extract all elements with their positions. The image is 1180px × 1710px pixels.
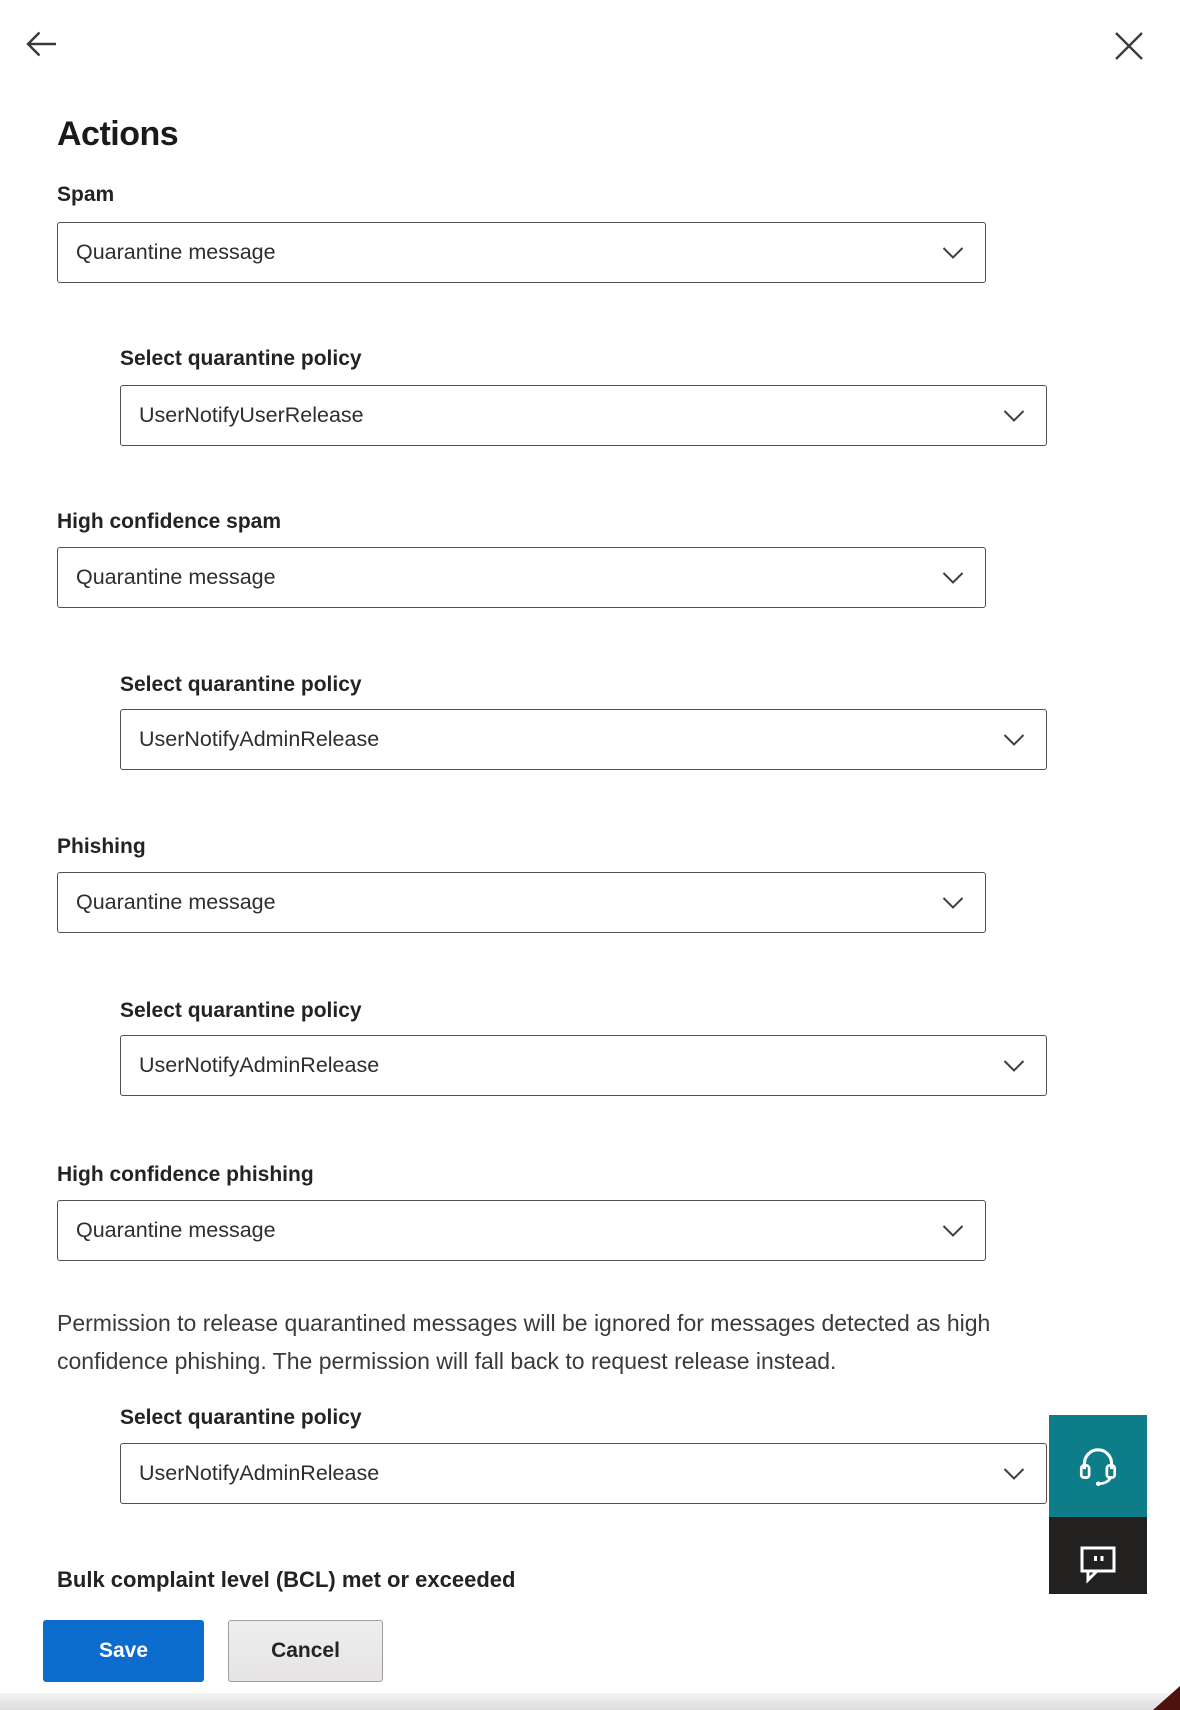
chat-icon — [1075, 1540, 1121, 1589]
high-confidence-phishing-action-value: Quarantine message — [76, 1218, 276, 1242]
high-confidence-spam-action-dropdown[interactable] — [57, 547, 986, 608]
spam-action-dropdown[interactable] — [57, 222, 986, 283]
corner-artifact — [1153, 1686, 1180, 1710]
phishing-action-value: Quarantine message — [76, 890, 276, 914]
high-confidence-phishing-policy-value: UserNotifyAdminRelease — [139, 1461, 380, 1485]
high-confidence-phishing-label: High confidence phishing — [57, 1163, 314, 1186]
phishing-policy-value: UserNotifyAdminRelease — [139, 1053, 380, 1077]
back-button[interactable] — [22, 26, 60, 62]
close-icon — [1111, 51, 1147, 66]
cancel-button[interactable]: Cancel — [228, 1620, 383, 1682]
spam-policy-dropdown[interactable] — [120, 385, 1047, 446]
high-confidence-spam-label: High confidence spam — [57, 510, 282, 533]
high-confidence-phishing-action-dropdown[interactable] — [57, 1200, 986, 1261]
help-widget-button[interactable] — [1049, 1415, 1147, 1517]
high-confidence-phishing-policy-label: Select quarantine policy — [120, 1406, 362, 1429]
panel-bottom-edge — [0, 1693, 1180, 1710]
chevron-down-icon — [942, 565, 964, 590]
high-confidence-spam-policy-dropdown[interactable] — [120, 709, 1047, 770]
spam-policy-label: Select quarantine policy — [120, 347, 362, 370]
chevron-down-icon — [942, 890, 964, 915]
high-confidence-spam-policy-label: Select quarantine policy — [120, 673, 362, 696]
chevron-down-icon — [1003, 403, 1025, 428]
page-title: Actions — [57, 114, 179, 153]
spam-label: Spam — [57, 183, 115, 206]
high-confidence-phishing-note: Permission to release quarantined messages will be ignored for messages detected as high confidence phishing. The permission will fall back to request release instead. — [57, 1310, 991, 1374]
high-confidence-spam-policy-value: UserNotifyAdminRelease — [139, 727, 380, 751]
back-arrow-icon — [22, 50, 60, 65]
phishing-action-dropdown[interactable] — [57, 872, 986, 933]
high-confidence-phishing-policy-dropdown[interactable] — [120, 1443, 1047, 1504]
chevron-down-icon — [1003, 1461, 1025, 1486]
chevron-down-icon — [942, 1218, 964, 1243]
phishing-policy-label: Select quarantine policy — [120, 999, 362, 1022]
chevron-down-icon — [942, 240, 964, 265]
chevron-down-icon — [1003, 1053, 1025, 1078]
spam-action-value: Quarantine message — [76, 240, 276, 264]
spam-policy-value: UserNotifyUserRelease — [139, 403, 364, 427]
close-button[interactable] — [1111, 29, 1147, 63]
phishing-label: Phishing — [57, 835, 146, 858]
bulk-complaint-level-label: Bulk complaint level (BCL) met or exceeded — [57, 1567, 516, 1592]
phishing-policy-dropdown[interactable] — [120, 1035, 1047, 1096]
high-confidence-spam-action-value: Quarantine message — [76, 565, 276, 589]
headset-icon — [1074, 1441, 1122, 1492]
chevron-down-icon — [1003, 727, 1025, 752]
save-button[interactable]: Save — [43, 1620, 204, 1682]
